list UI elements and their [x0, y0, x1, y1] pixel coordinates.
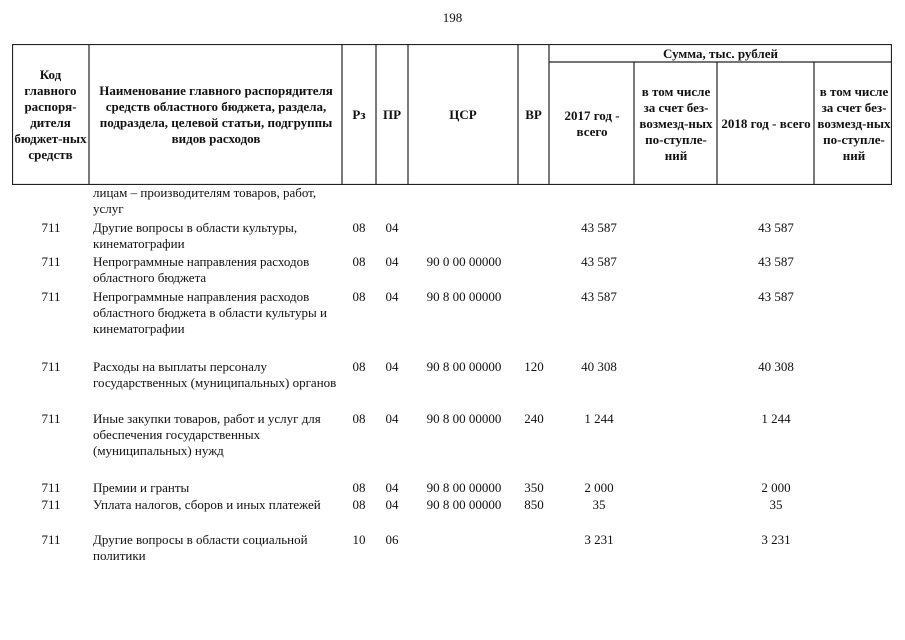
cell-pr: 04 [385, 497, 399, 512]
cell-2017: 1 244 [584, 411, 614, 426]
cell-2017: 3 231 [584, 532, 614, 547]
cell-rz: 08 [352, 220, 366, 235]
cell-vr: 120 [524, 359, 544, 374]
cell-rz: 08 [352, 254, 366, 269]
cell-name: Другие вопросы в области культуры, кинематографии [93, 220, 298, 251]
cell-2018: 35 [769, 497, 783, 512]
cell-rz: 08 [352, 480, 366, 495]
cell-2018: 2 000 [761, 480, 791, 495]
header-name: Наименование главного распорядителя средств областного бюджета, раздела, подраздела, целевой статьи, подгруппы видов расходов [99, 83, 333, 146]
header-2018-total: 2018 год - всего [721, 115, 811, 131]
cell-rz: 08 [352, 411, 366, 426]
cell-name: Иные закупки товаров, работ и услуг для обеспечения государственных (муниципальных) нужд [93, 411, 321, 458]
cell-name: Другие вопросы в области социальной политики [93, 532, 308, 563]
cell-csr: 90 8 00 00000 [426, 411, 502, 426]
cell-2018: 3 231 [761, 532, 791, 547]
cell-kod: 711 [41, 359, 61, 374]
header-summa: Сумма, тыс. рублей [663, 45, 778, 61]
cell-name: лицам – производителям товаров, работ, услуг [93, 185, 317, 216]
cell-csr: 90 0 00 00000 [426, 254, 502, 269]
cell-pr: 04 [385, 220, 399, 235]
cell-rz: 08 [352, 359, 366, 374]
cell-kod: 711 [41, 480, 61, 495]
cell-2018: 40 308 [758, 359, 794, 374]
cell-2018: 43 587 [758, 220, 794, 235]
cell-2018: 1 244 [761, 411, 791, 426]
cell-kod: 711 [41, 411, 61, 426]
cell-vr: 850 [524, 497, 544, 512]
cell-pr: 04 [385, 411, 399, 426]
cell-vr: 350 [524, 480, 544, 495]
cell-2017: 43 587 [581, 220, 617, 235]
cell-kod: 711 [41, 289, 61, 304]
cell-csr: 90 8 00 00000 [426, 359, 502, 374]
cell-2017: 43 587 [581, 289, 617, 304]
cell-pr: 04 [385, 480, 399, 495]
cell-rz: 08 [352, 289, 366, 304]
cell-2017: 2 000 [584, 480, 614, 495]
header-csr: ЦСР [449, 107, 477, 122]
cell-rz: 08 [352, 497, 366, 512]
cell-name: Непрограммные направления расходов областного бюджета [93, 254, 310, 285]
cell-name: Уплата налогов, сборов и иных платежей [93, 497, 321, 512]
cell-kod: 711 [41, 254, 61, 269]
cell-pr: 04 [385, 254, 399, 269]
cell-2018: 43 587 [758, 254, 794, 269]
cell-2017: 35 [592, 497, 606, 512]
cell-pr: 04 [385, 289, 399, 304]
cell-rz: 10 [352, 532, 366, 547]
header-pr: ПР [382, 107, 402, 122]
cell-name: Расходы на выплаты персоналу государственных (муниципальных) органов [93, 359, 337, 390]
cell-name: Непрограммные направления расходов областного бюджета в области культуры и кинематографии [93, 289, 327, 336]
cell-csr: 90 8 00 00000 [426, 497, 502, 512]
header-rz: Рз [352, 107, 366, 122]
cell-kod: 711 [41, 497, 61, 512]
cell-2018: 43 587 [758, 289, 794, 304]
cell-name: Премии и гранты [93, 480, 190, 495]
cell-kod: 711 [41, 532, 61, 547]
header-vr: ВР [525, 107, 542, 122]
header-kod: Код главного распоря-дителя бюджет-ных средств [14, 67, 87, 162]
cell-kod: 711 [41, 220, 61, 235]
cell-2017: 43 587 [581, 254, 617, 269]
header-2017-bezvozmezdnye: в том числе за счет без-возмезд-ных по-ступле-ний [639, 83, 713, 163]
table-header [12, 44, 892, 185]
cell-csr: 90 8 00 00000 [426, 289, 502, 304]
cell-pr: 06 [385, 532, 399, 547]
header-2017-total: 2017 год - всего [564, 107, 620, 139]
header-2018-bezvozmezdnye: в том числе за счет без-возмезд-ных по-ступле-ний [817, 83, 891, 163]
page-number: 198 [442, 10, 463, 25]
cell-vr: 240 [524, 411, 544, 426]
cell-pr: 04 [385, 359, 399, 374]
cell-csr: 90 8 00 00000 [426, 480, 502, 495]
cell-2017: 40 308 [581, 359, 617, 374]
